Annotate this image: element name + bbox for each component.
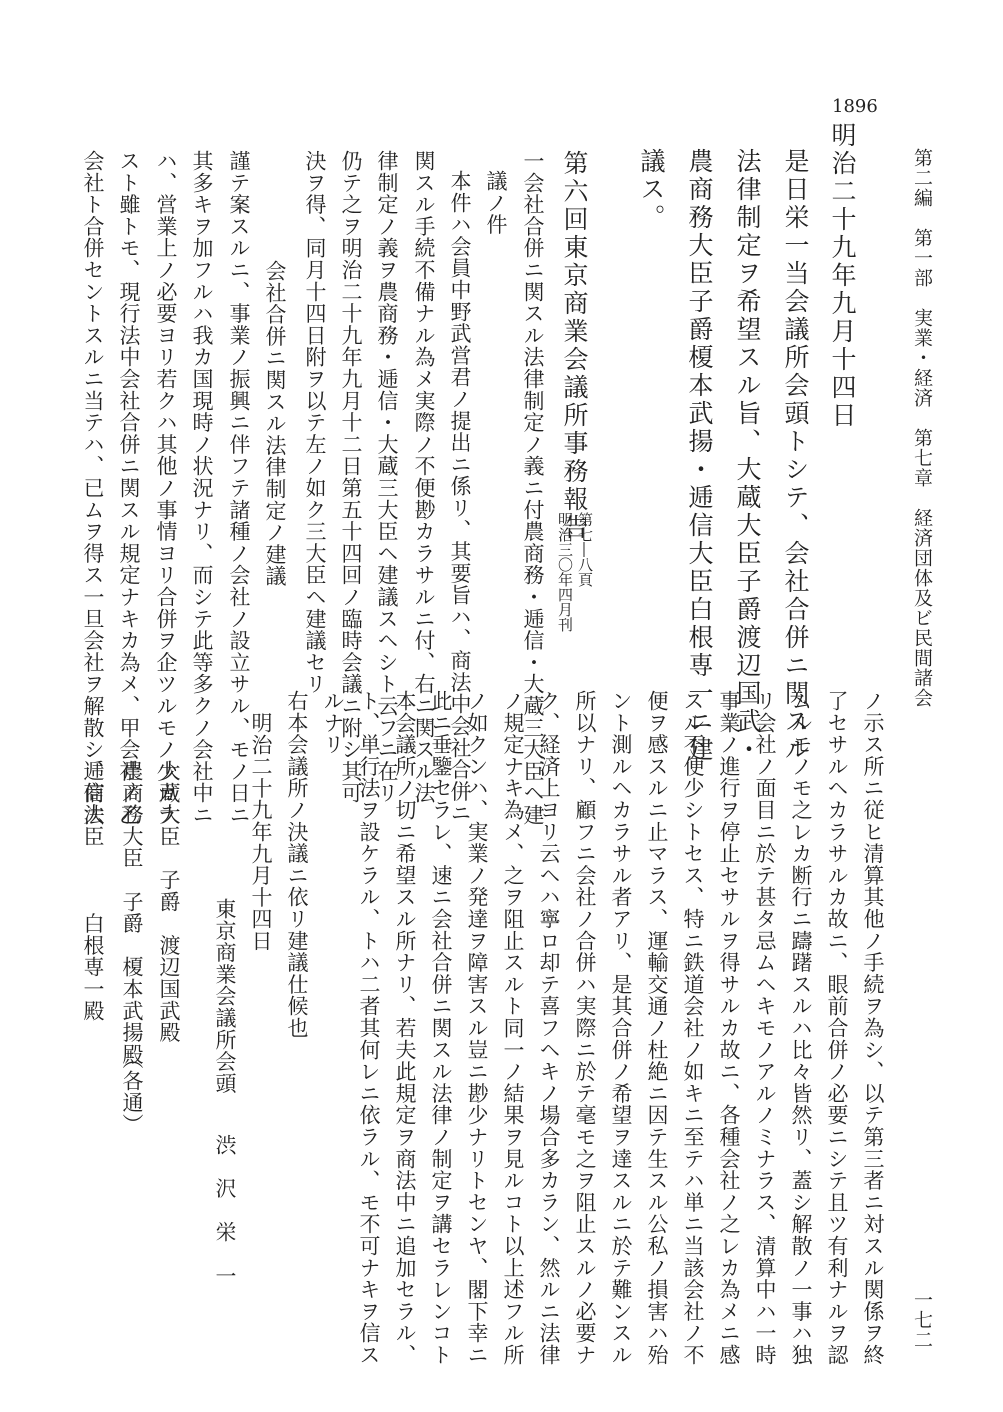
closing-statement: 右本会議所ノ決議ニ依リ建議仕候也 [285, 690, 309, 1039]
sender-name: 渋 沢 栄 一 [213, 1134, 237, 1287]
bottom-text-line-15: ト、単行法ヲ設ケラル、トハ二者其何レニ依ラル、モ不可ナキヲ信ス [357, 690, 381, 1366]
top-text-line-7: 決ヲ得、同月十四日附ヲ以テ左ノ如ク三大臣ヘ建議セリ [303, 150, 327, 695]
addressee-2-note: （各通） [120, 1048, 144, 1136]
bottom-text-line-16: ルナリ [321, 690, 345, 756]
top-text-line-3: 本件ハ会員中野武営君ノ提出ニ係リ、其要旨ハ、商法中会社合併ニ [448, 170, 472, 824]
addressee-1: 大蔵大臣 子爵 渡辺国武殿 [157, 760, 181, 1044]
top-text-line-12: スト雖トモ、現行法中会社合併ニ関スル規定ナキカ為メ、甲会社ノ乙 [117, 150, 141, 826]
bottom-text-line-14: 本会議所ノ切ニ希望スル所ナリ、若夫此規定ヲ商法中ニ追加セラル、 [393, 690, 417, 1366]
bottom-text-line-8: ント測ルヘカラサル者アリ、是其合併ノ希望ヲ達スルニ於テ難ンスル [609, 690, 633, 1366]
top-text-line-4: 関スル手続不備ナル為メ実際ノ不便尠カラサルニ付、右ニ関スル法 [412, 150, 436, 804]
top-text-line-13: 会社ト合併セントスルニ当テハ、已ムヲ得ス一旦会社ヲ解散シ、商法 [81, 150, 105, 826]
top-text-line-2: 議ノ件 [484, 170, 508, 236]
bottom-text-line-10: ク、経済上ヨリ云ヘハ寧ロ却テ喜フヘキノ場合多カラン、然ルニ法律 [537, 690, 561, 1366]
top-text-line-9: 謹テ案スルニ、事業ノ振興ニ伴フテ諸種ノ会社ノ設立サル、モノ日ニ [227, 150, 251, 826]
bottom-text-line-7: 便ヲ感スルニ止マラス、運輸交通ノ杜絶ニ因テ生スル公私ノ損害ハ殆 [645, 690, 669, 1366]
bottom-text-line-6: スル不便少シトセス、特ニ鉄道会社ノ如キニ至テハ単ニ当該会社ノ不 [681, 690, 705, 1366]
bottom-text-line-5: 事業ノ進行ヲ停止セサルヲ得サルカ故ニ、各種会社ノ之レカ為メニ感 [717, 690, 741, 1366]
entry-date: 明治二十九年九月十四日 [828, 122, 857, 430]
bottom-text-line-4: リ会社ノ面目ニ於テ甚タ忌ムヘキモノアルノミナラス、清算中ハ一時 [753, 690, 777, 1366]
top-text-line-6: 仍テ之ヲ明治二十九年九月十二日第五十四回ノ臨時会議ニ附シ其可 [339, 150, 363, 804]
sender-org: 東京商業会議所会頭 [213, 898, 237, 1095]
addressee-2: 農商務大臣 子爵 榎本武揚殿 [120, 760, 144, 1066]
bottom-text-line-2: 了セサルヘカラサルカ故ニ、眼前合併ノ必要ニシテ且ツ有利ナルヲ認 [825, 690, 849, 1366]
bottom-text-line-13: 此ニ垂鑒セラレ、速ニ会社合併ニ関スル法律ノ制定ヲ講セラレンコト [429, 690, 453, 1366]
addressee-3: 逓信大臣 白根専一殿 [81, 760, 105, 1022]
top-text-line-5: 律制定ノ義ヲ農商務・逓信・大蔵三大臣ヘ建議スヘシト云フニ在リ [375, 150, 399, 804]
source-note-page: 第七―八頁 [576, 512, 594, 587]
source-note-date: 明治三〇年四月刊 [556, 512, 574, 632]
bottom-text-line-1: ノ示ス所ニ従ヒ清算其他ノ手続ヲ為シ、以テ第三者ニ対スル関係ヲ終 [861, 690, 885, 1366]
top-text-line-1: 一会社合併ニ関スル法律制定ノ義ニ付農商務・逓信・大蔵三大臣ヘ建 [521, 150, 545, 826]
bottom-text-line-9: 所以ナリ、顧フニ会社ノ合併ハ実際ニ於テ毫モ之ヲ阻止スルノ必要ナ [573, 690, 597, 1366]
bottom-text-line-3: ムルモノモ之レカ断行ニ躊躇スルハ比々皆然リ、蓋シ解散ノ一事ハ独 [789, 690, 813, 1366]
entry-summary-line-4: 議ス。 [637, 148, 666, 232]
bottom-text-line-12: ノ如クンハ、実業ノ発達ヲ障害スル豈ニ尠少ナリトセンヤ、閣下幸ニ [465, 690, 489, 1366]
page-number: 一七二 [911, 1290, 933, 1350]
entry-summary-line-2: 法律制定ヲ希望スル旨、大蔵大臣子爵渡辺国武・ [733, 148, 762, 764]
section-heading: 会社合併ニ関スル法律制定ノ建議 [263, 260, 287, 587]
entry-summary-line-1: 是日栄一当会議所会頭トシテ、会社合併ニ関スル [781, 148, 810, 764]
year-western: 1896 [832, 96, 878, 117]
closing-date: 明治二十九年九月十四日 [249, 712, 273, 952]
top-text-line-11: ハ、営業上ノ必要ヨリ若クハ其他ノ事情ヨリ合併ヲ企ツルモノ少カラ [154, 150, 178, 826]
top-text-line-10: 其多キヲ加フルハ我カ国現時ノ状況ナリ、而シテ此等多クノ会社中ニ [190, 150, 214, 826]
source-title: 第六回東京商業会議所事務報告 [560, 150, 589, 542]
bottom-text-line-11: ノ規定ナキ為メ、之ヲ阻止スルト同一ノ結果ヲ見ルコト以上述フル所 [501, 690, 525, 1366]
entry-summary-line-3: 農商務大臣子爵榎本武揚・逓信大臣白根専一ニ建 [685, 148, 714, 764]
running-head: 第二編 第一部 実業・経済 第七章 経済団体及ビ民間諸会 [911, 148, 933, 708]
